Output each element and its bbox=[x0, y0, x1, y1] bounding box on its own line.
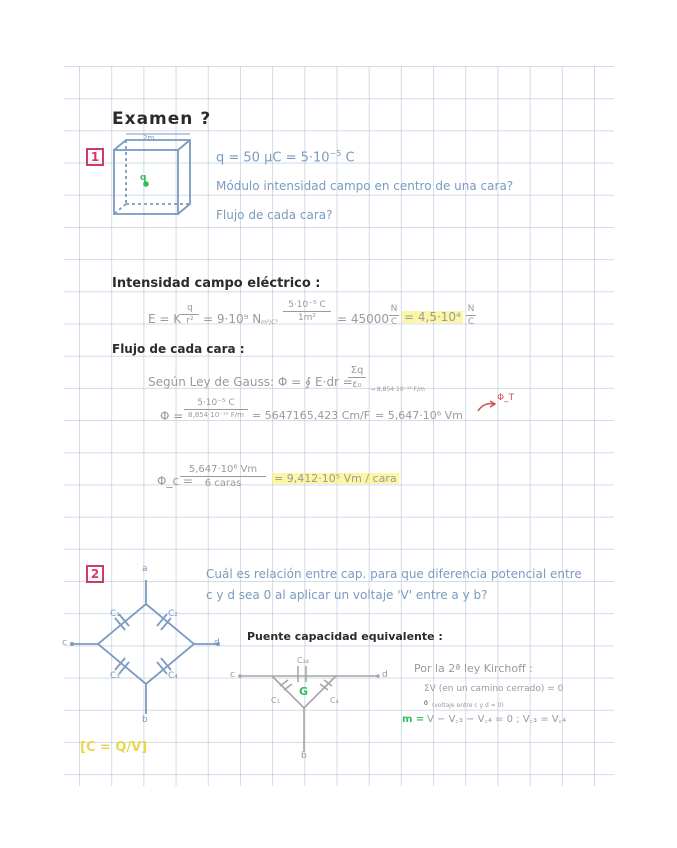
node-c: c bbox=[62, 638, 67, 648]
left-margin bbox=[0, 0, 64, 848]
cap-2-label: C₂ bbox=[168, 609, 178, 619]
page-title: Examen ? bbox=[112, 109, 212, 129]
kirchhoff-title: Por la 2ª ley Kirchoff : bbox=[414, 662, 533, 675]
flux-heading: Flujo de cada cara : bbox=[112, 342, 245, 356]
k-units: m²/C² bbox=[261, 319, 278, 326]
phi-result: = 5647165,423 Cm/F bbox=[252, 409, 371, 422]
top-margin bbox=[0, 0, 677, 66]
bridge-cap-left: C₁ bbox=[271, 696, 280, 705]
phi-result-sci: = 5,647·10⁶ Vm bbox=[375, 409, 463, 422]
field-result-highlight: = 4,5·10⁴ bbox=[404, 310, 461, 324]
gauss-fraction: Σq ε₀ bbox=[348, 365, 366, 390]
voltage-note: (voltaje entre c y d = 0) bbox=[432, 702, 504, 709]
given-charge: q = 50 $\mu C = 5\cdot 10^{-5}$ C bbox=[216, 149, 355, 166]
node-b: b bbox=[142, 715, 148, 725]
problem-1-number: 1 bbox=[86, 148, 104, 166]
face-fraction: 5,647·10⁶ Vm 6 caras bbox=[180, 464, 266, 489]
cap-1-label: C₁ bbox=[110, 609, 120, 619]
face-lhs: Φ_c = bbox=[157, 474, 193, 488]
right-margin bbox=[614, 0, 677, 848]
field-result: = 45000 bbox=[337, 312, 390, 326]
q-over-r-fraction: 5·10⁻⁵ C 1m² bbox=[283, 300, 331, 323]
zero-mark: 0 bbox=[424, 700, 428, 707]
bridge-node-d: d bbox=[382, 670, 388, 680]
problem-2-number: 2 bbox=[86, 565, 104, 583]
question-line-2: c y d sea 0 al aplicar un voltaje 'V' entre a y b? bbox=[206, 588, 488, 602]
bridge-cap-right: C₄ bbox=[330, 696, 339, 705]
node-a: a bbox=[142, 564, 148, 574]
bridge-cap-top: C₃₄ bbox=[297, 656, 309, 665]
bridge-center-label: G bbox=[299, 685, 309, 698]
cube-diagram bbox=[100, 132, 200, 232]
question-field: Módulo intensidad campo en centro de una cara? bbox=[216, 179, 514, 193]
phi-fraction: 5·10⁻⁵ C 8,854·10⁻¹² F/m bbox=[184, 398, 248, 419]
bridge-node-b: b bbox=[301, 751, 307, 761]
epsilon-note: → 8,854·10⁻¹² F/m bbox=[370, 386, 425, 393]
field-hl-unit: N C bbox=[467, 304, 475, 327]
field-result-unit: N C bbox=[390, 304, 398, 327]
bridge-circuit-diagram bbox=[72, 578, 220, 726]
arrow-to-total-icon bbox=[476, 398, 498, 414]
charge-label: q bbox=[140, 173, 147, 183]
field-lhs: E = K bbox=[148, 312, 182, 326]
kirchhoff-rule: ΣV (en un camino cerrado) = 0 bbox=[424, 684, 564, 694]
bridge-node-c: c bbox=[230, 670, 235, 680]
equivalent-bridge-diagram bbox=[236, 660, 386, 760]
face-result: = 9,412·10⁵ Vm / cara bbox=[274, 472, 397, 485]
k-value: = 9·10⁹ N bbox=[203, 312, 262, 326]
question-flux: Flujo de cada cara? bbox=[216, 208, 333, 222]
kirchhoff-equation: V − V꜀₃ − V꜀₄ = 0 ; V꜀₃ = V꜀₄ bbox=[427, 714, 567, 725]
field-heading: Intensidad campo eléctrico : bbox=[112, 276, 321, 291]
question-line-1: Cuál es relación entre cap. para que diferencia potencial entre bbox=[206, 567, 582, 581]
capacitance-formula: [C = Q/V] bbox=[80, 740, 148, 755]
gauss-law: Según Ley de Gauss: Φ = ∮ E·dr = bbox=[148, 375, 353, 389]
node-d: d bbox=[214, 638, 220, 648]
phi-lhs: Φ = bbox=[160, 409, 184, 423]
k-fraction: q r² bbox=[181, 303, 199, 326]
cap-3-label: C₃ bbox=[110, 671, 120, 681]
bottom-margin bbox=[0, 786, 677, 848]
m-label: m = bbox=[402, 714, 425, 725]
bridge-heading: Puente capacidad equivalente : bbox=[247, 630, 443, 643]
cube-side-label: 2m bbox=[143, 134, 155, 142]
cap-4-label: C₄ bbox=[168, 671, 178, 681]
phi-total-label: Φ_T bbox=[497, 393, 515, 403]
